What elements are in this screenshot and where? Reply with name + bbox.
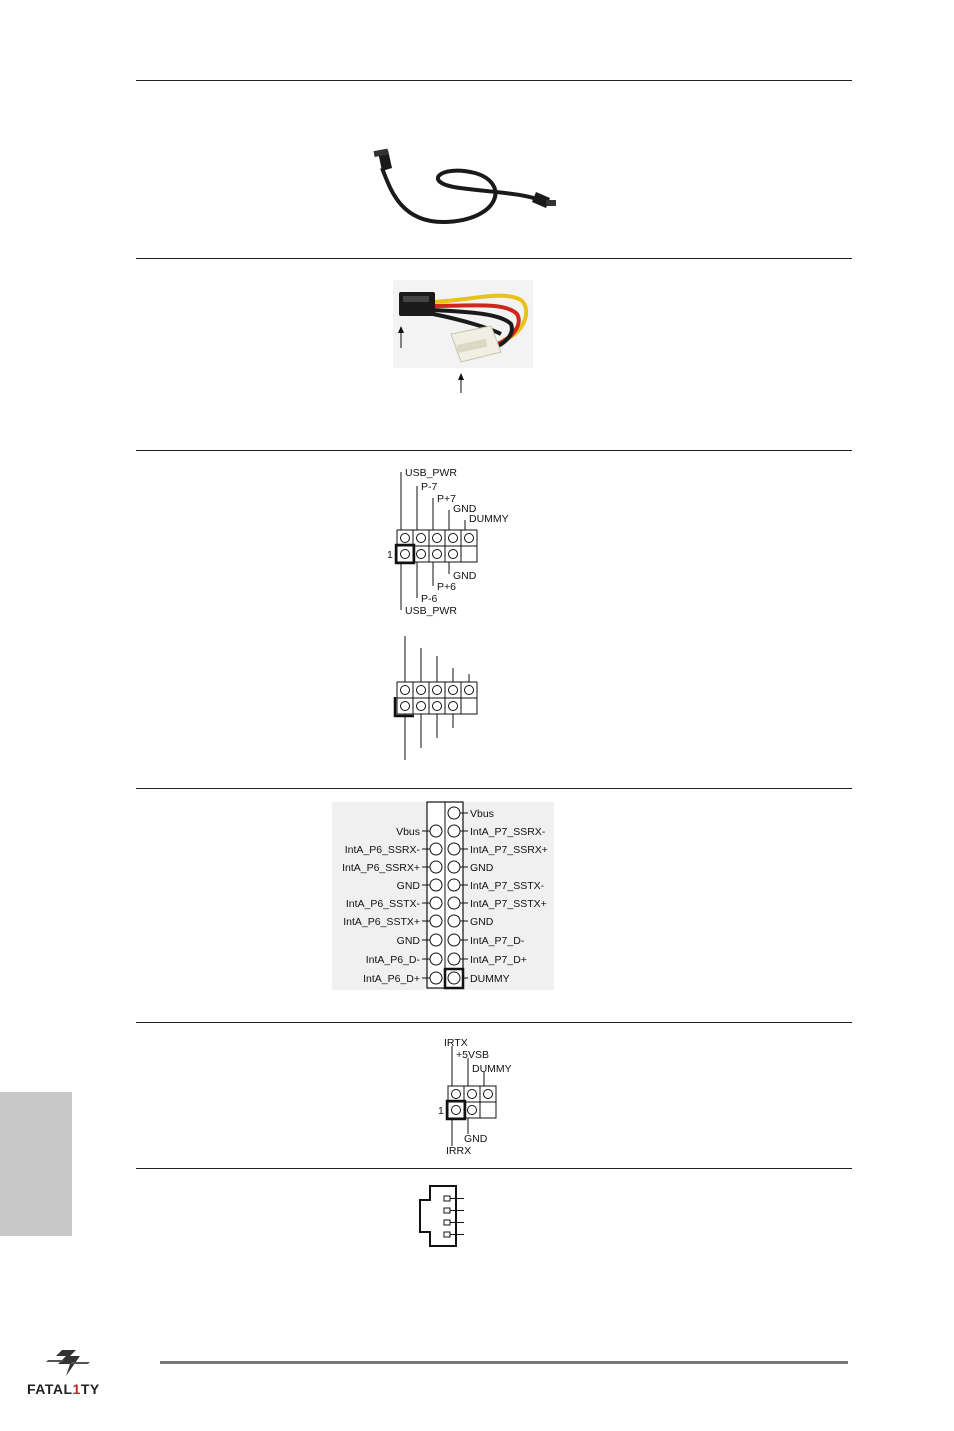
usb3-right-label: IntA_P7_SSRX- bbox=[470, 826, 546, 838]
usb2-label-bottom-3: P-6 bbox=[421, 593, 438, 605]
usb2-header-diagram bbox=[385, 462, 545, 622]
usb3-left-label: GND bbox=[396, 935, 420, 947]
usb3-left-label: IntA_P6_SSRX+ bbox=[342, 862, 420, 874]
usb3-right-label: IntA_P7_D+ bbox=[470, 954, 527, 966]
usb3-right-label: IntA_P7_SSRX+ bbox=[470, 844, 548, 856]
sata-data-cable-image bbox=[360, 148, 560, 228]
usb3-right-label: IntA_P7_SSTX+ bbox=[470, 898, 547, 910]
usb2-label-top-4: GND bbox=[453, 503, 477, 515]
ir-pin1-marker: 1 bbox=[438, 1105, 444, 1117]
usb3-left-label: IntA_P6_SSRX- bbox=[344, 844, 420, 856]
usb3-right-label: Vbus bbox=[470, 808, 494, 820]
usb3-left-label: IntA_P6_D- bbox=[365, 954, 420, 966]
logo-text-a: FATAL bbox=[27, 1381, 73, 1397]
usb2-label-top-5: DUMMY bbox=[469, 513, 509, 525]
section-divider bbox=[136, 450, 852, 451]
usb3-right-label: IntA_P7_SSTX- bbox=[470, 880, 545, 892]
footer-rule bbox=[160, 1361, 848, 1364]
ir-header-diagram bbox=[436, 1036, 536, 1160]
side-tab bbox=[0, 1092, 72, 1236]
usb3-left-label: Vbus bbox=[396, 826, 420, 838]
usb3-right-label: GND bbox=[470, 862, 494, 874]
logo-text-c: TY bbox=[80, 1381, 100, 1397]
usb3-right-label: GND bbox=[470, 916, 494, 928]
section-divider bbox=[136, 1022, 852, 1023]
usb3-header-diagram bbox=[332, 802, 554, 990]
usb3-left-label: IntA_P6_SSTX+ bbox=[343, 916, 420, 928]
usb2-pin1-marker: 1 bbox=[387, 549, 393, 561]
fatal1ty-logo-icon bbox=[44, 1348, 92, 1378]
ir-label-bottom: GND bbox=[464, 1133, 488, 1145]
ir-label-top: DUMMY bbox=[472, 1063, 512, 1075]
sata-power-cable-image bbox=[393, 280, 533, 395]
usb2-label-bottom-1: GND bbox=[453, 570, 477, 582]
usb3-left-label: IntA_P6_D+ bbox=[363, 973, 420, 985]
usb3-right-label: IntA_P7_D- bbox=[470, 935, 525, 947]
section-divider bbox=[136, 1168, 852, 1169]
usb2-label-top-1: USB_PWR bbox=[405, 467, 457, 479]
usb2-label-top-3: P+7 bbox=[437, 493, 456, 505]
header-rule bbox=[136, 80, 852, 81]
usb2-label-top-2: P-7 bbox=[421, 481, 438, 493]
ir-label-bottom: IRRX bbox=[446, 1145, 472, 1157]
usb3-left-label: IntA_P6_SSTX- bbox=[345, 898, 420, 910]
usb2-label-bottom-2: P+6 bbox=[437, 581, 456, 593]
usb2-header-diagram-2 bbox=[385, 636, 495, 762]
usb2-label-bottom-4: USB_PWR bbox=[405, 605, 457, 617]
usb3-left-label: GND bbox=[396, 880, 420, 892]
power-connector-diagram bbox=[418, 1184, 468, 1248]
logo-text-b: 1 bbox=[72, 1381, 81, 1397]
ir-label-top: IRTX bbox=[444, 1037, 468, 1049]
section-divider bbox=[136, 788, 852, 789]
usb3-right-label: DUMMY bbox=[470, 973, 510, 985]
ir-label-top: +5VSB bbox=[456, 1049, 489, 1061]
fatal1ty-logo-text bbox=[27, 1381, 100, 1397]
section-divider bbox=[136, 258, 852, 259]
